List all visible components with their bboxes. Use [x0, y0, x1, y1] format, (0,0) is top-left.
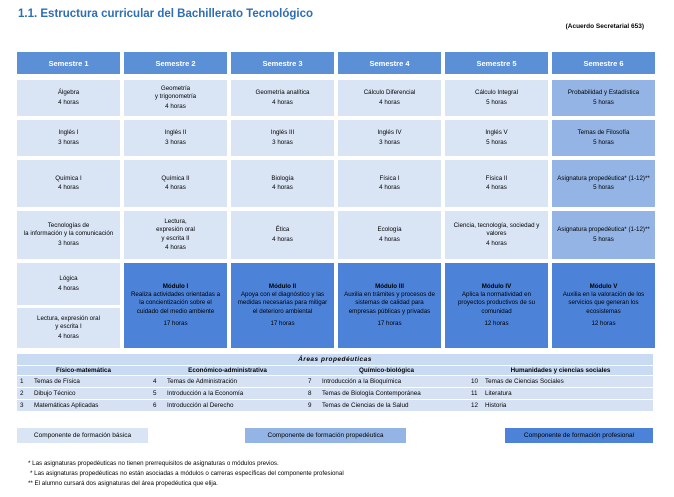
area-header: Humanidades y ciencias sociales [510, 367, 611, 374]
module-cell [338, 263, 441, 348]
hours-label: 12 horas [591, 320, 616, 328]
subject-name: Asignatura propedéutica* (1-12)** [557, 174, 650, 182]
table-row [17, 399, 653, 411]
semester-header: Semestre 1 [17, 52, 120, 74]
hours-label: 3 horas [58, 138, 79, 146]
hours-label: 4 horas [58, 332, 79, 340]
area-header: Químico-biológica [359, 367, 414, 374]
subject-name: y trigonometría [154, 93, 197, 101]
subject-cell [445, 160, 548, 207]
subject-name: expresión oral [156, 226, 195, 234]
subject-name: Física I [379, 174, 400, 182]
subject-name: Tecnologías de [47, 221, 90, 229]
hours-label: 17 horas [270, 320, 295, 328]
subject-name: Temas de Física [34, 378, 80, 385]
module-cell [552, 263, 655, 348]
subject-name: Asignatura propedéutica* (1-12)** [557, 226, 650, 234]
subject-cell [231, 160, 334, 207]
hours-label: 4 horas [272, 98, 293, 106]
subject-cell [124, 211, 227, 259]
hours-label: 4 horas [165, 102, 186, 110]
module-description: Apoya con el diagnóstico y las medidas necesarias para mitigar el deterioro ambiental [237, 290, 328, 315]
module-title: Módulo II [268, 282, 297, 290]
subject-name: la información y la comunicación [23, 230, 114, 238]
subject-number: 1 [20, 378, 24, 385]
subject-number: 12 [471, 402, 479, 409]
table-row [17, 387, 653, 399]
footnote: * Las asignaturas propedéuticas no tienen prerrequisitos de asignaturas o módulos previos. [28, 460, 279, 467]
module-description: Auxilia en la valoración de los servicios que generan los ecosistemas [562, 290, 645, 315]
area-subject [305, 376, 468, 387]
legend-propedeutic: Componente de formación propedéutica [245, 428, 406, 443]
hours-label: 4 horas [272, 184, 293, 191]
subject-name: Historia [485, 402, 507, 409]
hours-label: 3 horas [379, 138, 400, 146]
hours-label: 5 horas [486, 98, 507, 106]
subject-number: 2 [20, 390, 24, 397]
module-title: Módulo I [162, 282, 189, 290]
legend-basic: Componente de formación básica [17, 428, 148, 443]
module-title: Módulo V [589, 282, 618, 290]
subject-name: Geometría [160, 84, 191, 92]
area-subject [305, 400, 468, 411]
subject-cell [231, 211, 334, 259]
area-subject [150, 400, 305, 411]
table-row [17, 375, 653, 387]
subject-number: 5 [153, 390, 157, 397]
hours-label: 5 horas [593, 184, 614, 191]
subject-number: 6 [153, 402, 157, 409]
module-title: Módulo III [375, 282, 404, 290]
module-cell [231, 263, 334, 348]
areas-title: Áreas propedéuticas [17, 354, 653, 365]
module-title: Módulo IV [481, 282, 512, 290]
hours-label: 4 horas [58, 284, 79, 292]
subject-name: Ética [275, 226, 290, 234]
subject-name: Inglés II [164, 129, 187, 137]
semester-header: Semestre 5 [445, 52, 548, 74]
semester-header: Semestre 4 [338, 52, 441, 74]
hours-label: 17 horas [377, 320, 402, 328]
subject-number: 7 [308, 378, 312, 385]
subject-number: 8 [308, 390, 312, 397]
subject-name: Probabilidad y Estadística [567, 89, 640, 97]
subject-cell [552, 160, 655, 207]
area-subject [150, 388, 305, 399]
subject-cell [552, 211, 655, 259]
subject-cell [445, 120, 548, 156]
module-description: Realiza actividades orientadas a la concientización sobre el cuidado del medio ambiente [130, 290, 221, 315]
subject-number: 9 [308, 402, 312, 409]
subject-name: Inglés V [485, 129, 508, 137]
subject-name: Cálculo Integral [475, 89, 518, 97]
subject-name: Temas de Filosofía [577, 129, 630, 137]
area-header: Físico-matemática [56, 367, 111, 374]
area-subject [468, 376, 653, 387]
curriculum-grid [17, 52, 655, 349]
module-description: Auxilia en trámites y procesos de sistemas de calidad para empresas públicas y privadas [344, 290, 435, 315]
subject-name: Biología [271, 174, 294, 182]
subject-name: Literatura [485, 390, 512, 397]
hours-label: 4 horas [58, 184, 79, 191]
hours-label: 4 horas [58, 98, 79, 106]
subject-cell [231, 80, 334, 116]
footnote: * Las asignaturas propedéuticas no están asociadas a módulos o carreras específicas del componente profesional [30, 470, 344, 477]
subject-name: Inglés IV [377, 129, 402, 137]
area-subject [17, 400, 150, 411]
legend-professional: Componente de formación profesional [505, 428, 653, 443]
propedeutic-areas-table [17, 354, 653, 411]
area-subject [468, 400, 653, 411]
subject-name: y escrita I [55, 323, 82, 331]
area-subject [305, 388, 468, 399]
module-description: Aplica la normatividad en proyectos productivos de su comunidad [457, 290, 536, 315]
subject-number: 3 [20, 402, 24, 409]
hours-label: 4 horas [379, 98, 400, 106]
subject-cell [445, 80, 548, 116]
hours-label: 5 horas [593, 235, 614, 243]
subject-name: Dibujo Técnico [34, 390, 76, 397]
subject-cell [124, 160, 227, 207]
subject-name: Introducción a la Economía [167, 390, 244, 397]
subject-name: Física II [485, 174, 508, 182]
subject-cell [17, 120, 120, 156]
module-cell [124, 263, 227, 348]
subject-cell [17, 80, 120, 116]
subject-name: Matemáticas Aplicadas [34, 402, 99, 409]
area-subject [17, 388, 150, 399]
subject-name: Temas de Ciencias de la Salud [322, 402, 409, 409]
subject-number: 10 [471, 378, 479, 385]
subject-cell [17, 160, 120, 207]
agreement-note: (Acuerdo Secretarial 653) [565, 23, 644, 30]
subject-cell [338, 120, 441, 156]
subject-name: Inglés III [270, 129, 295, 137]
hours-label: 3 horas [165, 138, 186, 146]
area-subject [468, 388, 653, 399]
hours-label: 4 horas [165, 184, 186, 191]
hours-label: 4 horas [486, 184, 507, 191]
subject-cell [231, 120, 334, 156]
subject-name: y escrita II [161, 234, 190, 242]
hours-label: 17 horas [163, 320, 188, 328]
area-subject [17, 376, 150, 387]
subject-cell [552, 120, 655, 156]
subject-name: Introducción al Derecho [167, 402, 234, 409]
semester-header: Semestre 6 [552, 52, 655, 74]
area-subject [150, 376, 305, 387]
subject-name: Geometría analítica [255, 89, 310, 97]
hours-label: 4 horas [272, 235, 293, 243]
subject-cell [552, 80, 655, 116]
hours-label: 3 horas [272, 138, 293, 146]
module-cell [445, 263, 548, 348]
subject-name: Temas de Administración [167, 378, 237, 385]
hours-label: 4 horas [486, 239, 507, 247]
subject-cell [124, 80, 227, 116]
hours-label: 5 horas [593, 138, 614, 146]
subject-cell [338, 211, 441, 259]
subject-cell [338, 160, 441, 207]
subject-name: Lógica [59, 275, 78, 283]
hours-label: 12 horas [484, 320, 509, 328]
hours-label: 4 horas [165, 243, 186, 251]
subject-name: Inglés I [58, 129, 79, 137]
subject-name: Temas de Biología Contemporánea [322, 390, 421, 397]
hours-label: 5 horas [486, 138, 507, 146]
semester-header: Semestre 3 [231, 52, 334, 74]
hours-label: 3 horas [58, 239, 79, 247]
subject-name: Temas de Ciencias Sociales [485, 378, 564, 385]
footnote: ** El alumno cursará dos asignaturas del área propedéutica que elija. [28, 480, 218, 487]
page-title: 1.1. Estructura curricular del Bachillerato Tecnológico [18, 8, 314, 20]
subject-cell [17, 211, 120, 259]
areas-header-row [17, 365, 653, 375]
subject-cell [17, 308, 120, 348]
subject-name: Ecología [377, 226, 402, 234]
subject-name: Lectura, [164, 217, 187, 225]
subject-name: Química I [55, 174, 82, 182]
hours-label: 4 horas [379, 235, 400, 243]
area-header: Económico-administrativa [188, 367, 267, 374]
subject-number: 11 [471, 390, 478, 397]
hours-label: 5 horas [593, 98, 614, 106]
subject-number: 4 [153, 378, 157, 385]
subject-name: Química II [161, 174, 190, 182]
subject-cell [338, 80, 441, 116]
subject-name: Lectura, expresión oral [37, 314, 100, 322]
subject-name: Ciencia, tecnología, sociedad y valores [453, 221, 540, 238]
subject-name: Introducción a la Bioquímica [322, 378, 402, 385]
subject-cell [124, 120, 227, 156]
subject-cell [445, 211, 548, 259]
subject-cell [17, 263, 120, 305]
subject-name: Álgebra [57, 89, 80, 97]
semester-header: Semestre 2 [124, 52, 227, 74]
subject-name: Cálculo Diferencial [363, 89, 416, 97]
hours-label: 4 horas [379, 184, 400, 191]
